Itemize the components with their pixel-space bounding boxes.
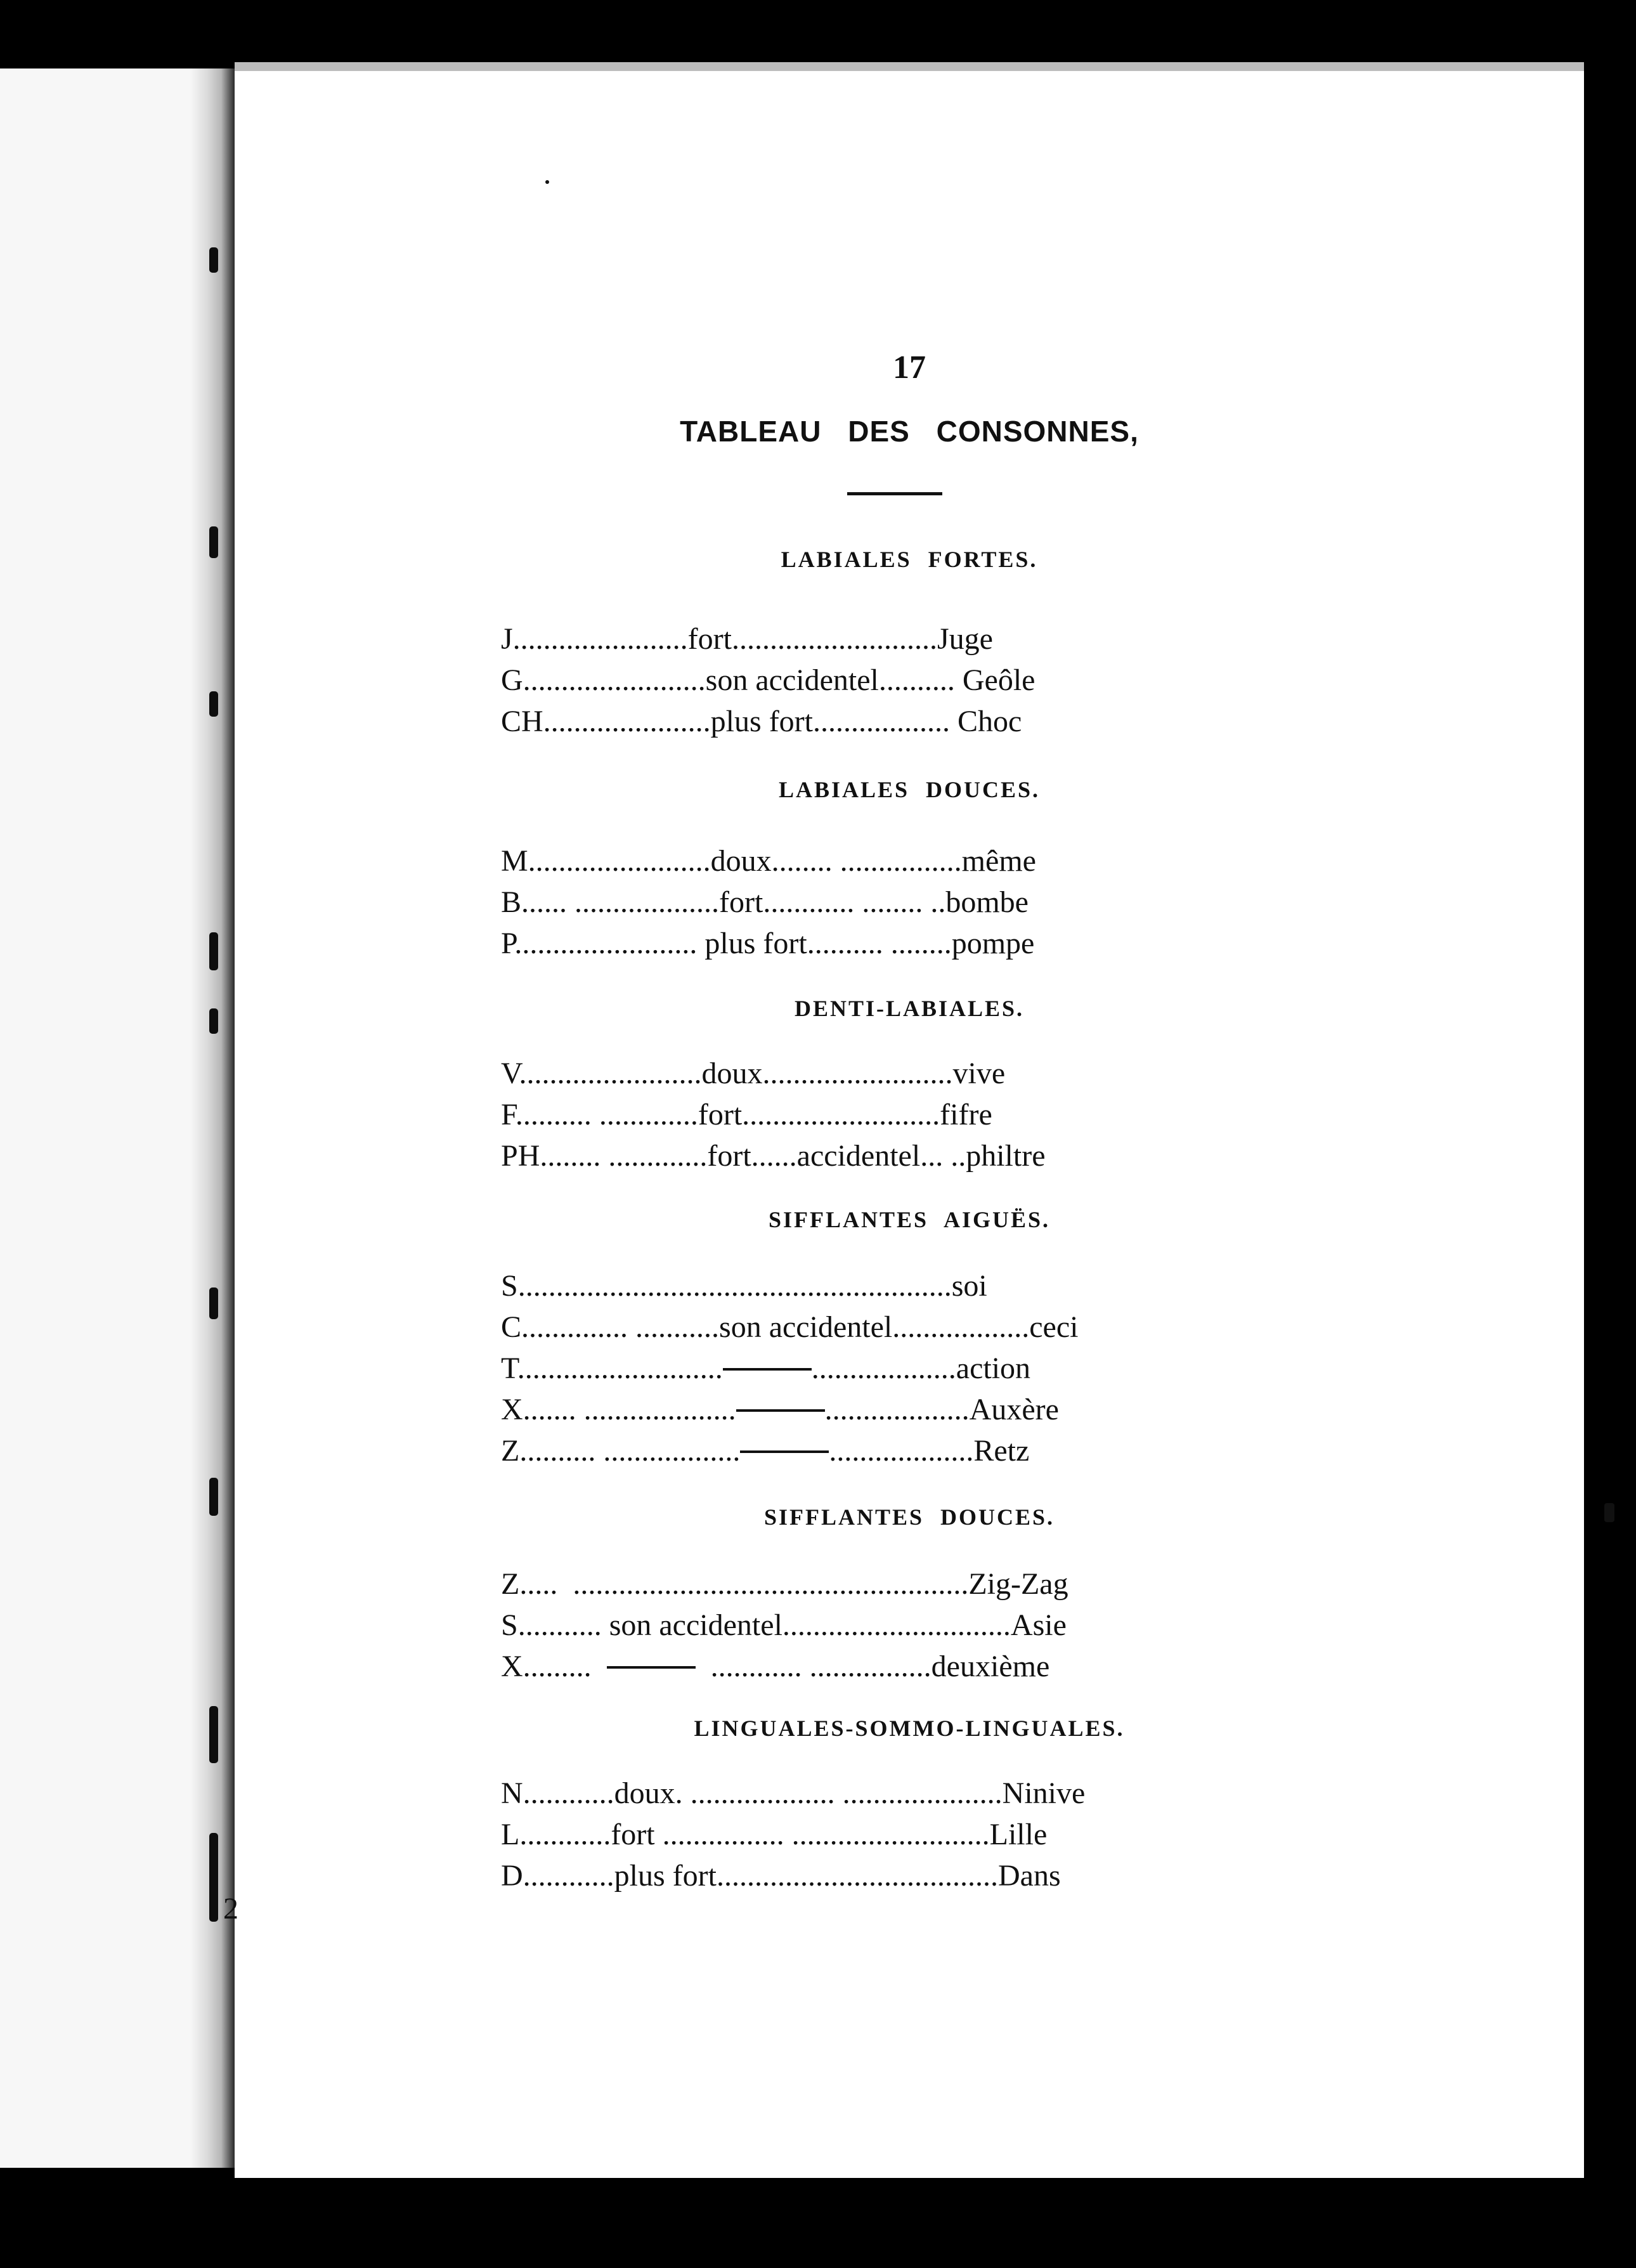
consonant-row: N............doux. ................... .....................Ninive: [501, 1776, 1086, 1810]
consonant-row: X....... .................... ...................Auxère: [501, 1393, 1059, 1426]
consonant-row: T........................... ...................action: [501, 1352, 1031, 1385]
consonant-row: P........................ plus fort.......... ........pompe: [501, 927, 1035, 960]
section-heading: SIFFLANTES DOUCES.: [763, 1504, 1055, 1530]
page-content: [223, 0, 1584, 2268]
consonant-row: Z..... ....................................................Zig-Zag: [501, 1567, 1068, 1601]
consonant-row: M........................doux........ ................même: [501, 844, 1036, 878]
consonant-row: D............plus fort.....................................Dans: [501, 1859, 1061, 1893]
consonant-row: G........................son accidentel.......... Geôle: [501, 663, 1035, 697]
consonant-row: V........................doux.........................vive: [501, 1057, 1006, 1090]
section-heading: LABIALES DOUCES.: [778, 777, 1041, 802]
consonant-row: CH......................plus fort.................. Choc: [501, 705, 1022, 738]
section-heading: LABIALES FORTES.: [781, 547, 1038, 572]
consonant-row: L............fort ................ ..........................Lille: [501, 1818, 1048, 1851]
consonant-row: F.......... .............fort..........................fifre: [501, 1098, 992, 1131]
ditto-rule: [740, 1450, 829, 1453]
page-number: 17: [893, 349, 926, 386]
ditto-rule: [607, 1666, 696, 1669]
ditto-rule: [736, 1409, 825, 1412]
consonant-row: Z.......... .................. ...................Retz: [501, 1434, 1030, 1468]
consonant-row: B...... ...................fort............ ........ ..bombe: [501, 885, 1029, 919]
consonant-row: S.........................................................soi: [501, 1269, 987, 1303]
signature-mark: 2: [223, 1892, 238, 1926]
consonant-row: C.............. ...........son accidentel..................ceci: [501, 1310, 1079, 1344]
consonant-row: X......... ............ ................deuxième: [501, 1650, 1050, 1683]
page-title: TABLEAU DES CONSONNES,: [680, 415, 1139, 448]
ink-speck: [1604, 1503, 1614, 1522]
section-heading: DENTI-LABIALES.: [794, 996, 1025, 1021]
consonant-row: PH........ .............fort......accidentel... ..philtre: [501, 1139, 1046, 1173]
ditto-rule: [723, 1368, 812, 1371]
section-heading: SIFFLANTES AIGUËS.: [768, 1207, 1051, 1232]
section-heading: LINGUALES-SOMMO-LINGUALES.: [694, 1716, 1125, 1741]
consonant-row: J.......................fort...........................Juge: [501, 622, 993, 656]
consonant-row: S........... son accidentel..............................Asie: [501, 1608, 1067, 1642]
title-rule: [847, 492, 942, 495]
